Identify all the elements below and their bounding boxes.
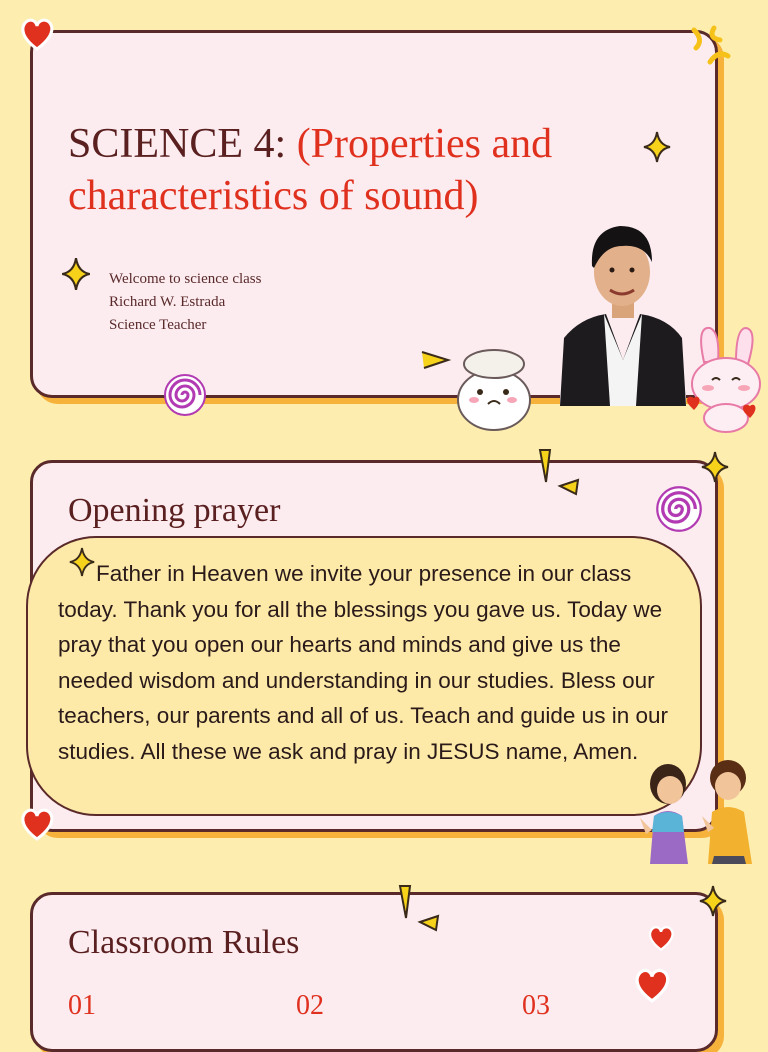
heart-icon [632,966,672,1004]
heart-icon [18,806,56,842]
title-main: SCIENCE 4 [68,121,275,167]
sparkle-icon [642,130,672,164]
welcome-text: Welcome to science class [109,271,262,287]
exclaim-mark-icon [392,884,442,934]
rule-number-1: 01 [68,990,96,1021]
heart-icon [18,16,56,52]
swirl-candy-icon [654,484,704,534]
sparkle-icon [698,884,728,918]
title-colon: : [274,121,297,167]
sparkle-icon [68,546,96,578]
rules-card [30,892,718,1052]
prayer-text: Father in Heaven we invite your presence in our class today. Thank you for all the blessings you gave us. Today we pray that you open our hearts and minds and give us the needed wisdom and understanding in our studies. Bless our teachers, our parents and all of us. Teach and guide us in our studies. All these we ask and pray in JESUS name, Amen. [58,561,668,764]
rules-heading: Classroom Rules [68,924,300,961]
sparkle-icon [700,450,730,484]
prayer-heading: Opening prayer [68,492,281,529]
intro-meta [109,268,261,337]
teacher-name: Richard W. Estrada [109,294,226,310]
rule-number-2: 02 [296,990,324,1021]
teacher-photo [560,210,686,406]
rule-number-3: 03 [522,990,550,1021]
praying-children-illustration [632,756,760,864]
sparkle-icon [60,256,92,292]
exclaim-mark-icon [532,448,582,498]
teacher-role: Science Teacher [109,317,207,333]
bunny-sticker [686,322,766,434]
page-title [68,118,628,222]
swirl-candy-icon [162,372,208,418]
sheep-sticker [418,342,542,434]
title-subtitle: (Properties and characteristics of sound) [68,121,553,219]
heart-icon [646,924,676,952]
surprise-mark-icon [688,24,732,68]
